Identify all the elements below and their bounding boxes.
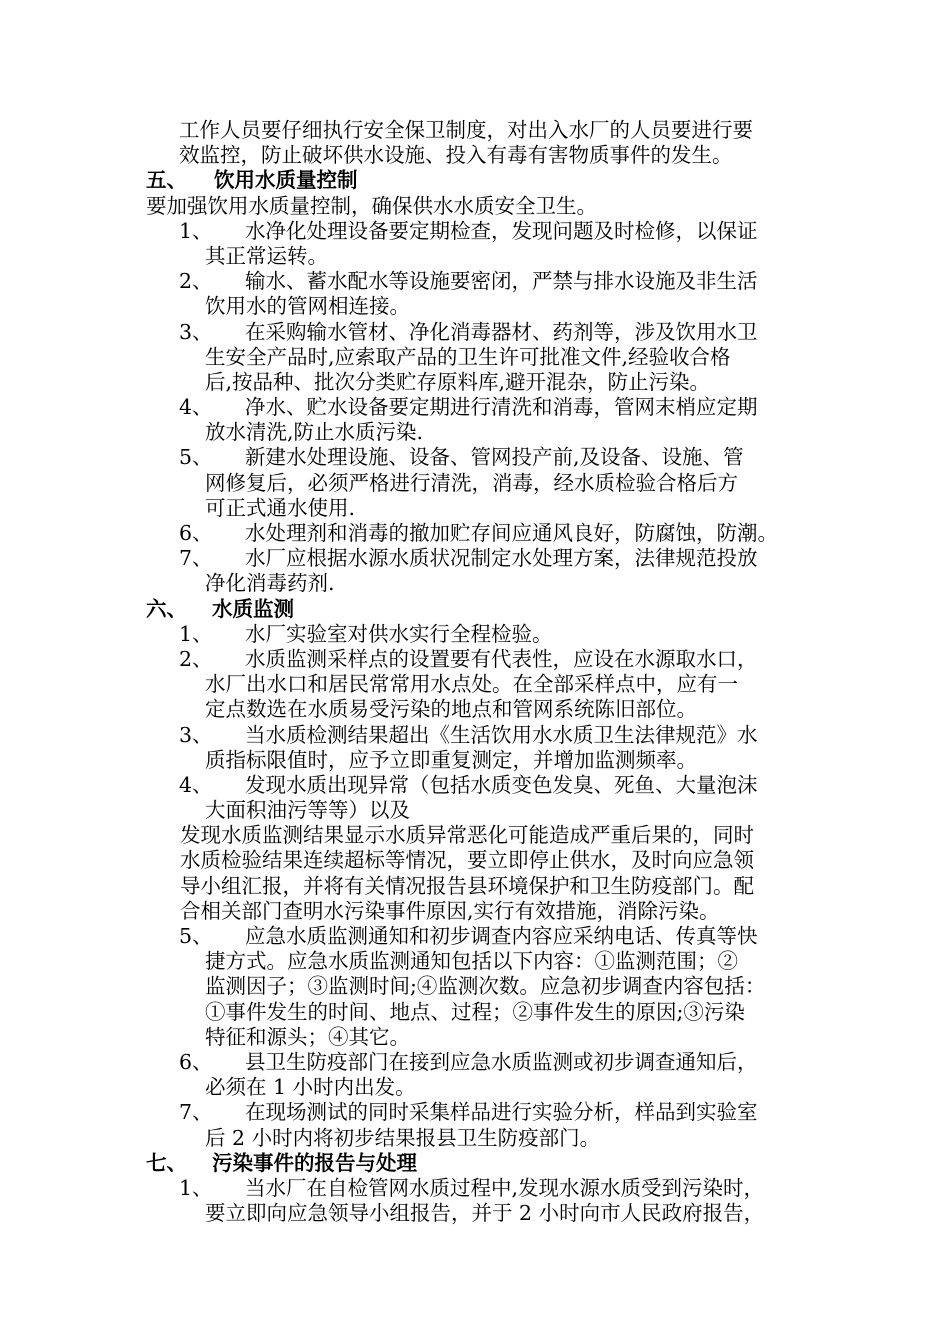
item-text: ①事件发生的时间、地点、过程；②事件发生的原因;③污染 [205,999,745,1024]
item-text: 输水、蓄水配水等设施要密闭，严禁与排水设施及非生活 [245,269,758,294]
section-number: 六、 [146,596,187,621]
item-number: 1、 [179,218,213,243]
list-item [0,1050,950,1100]
list-item [0,219,950,269]
item-text: 当水厂在自检管网水质过程中,发现水源水质受到污染时， [245,1175,765,1200]
list-item [0,320,950,396]
section-title: 水质监测 [212,596,294,621]
item-text: 净化消毒药剂. [205,571,335,596]
list-item [0,445,950,521]
item-number: 2、 [179,269,213,294]
item-number: 3、 [179,722,213,747]
section-title: 污染事件的报告与处理 [212,1150,417,1175]
item-number: 1、 [179,1175,213,1200]
item-number: 6、 [179,521,213,545]
intro-line: 工作人员要仔细执行安全保卫制度，对出入水厂的人员要进行要 [179,118,753,142]
item-number: 5、 [179,924,213,948]
item-text: 饮用水的管网相连接。 [205,294,410,319]
intro-line: 效监控，防止破坏供水设施、投入有毒有害物质事件的发生。 [179,143,733,168]
paragraph-line: 合相关部门查明水污染事件原因,实行有效措施，消除污染。 [180,898,720,923]
item-text: 在采购输水管材、净化消毒器材、药剂等，涉及饮用水卫 [245,319,758,344]
item-number: 4、 [179,395,213,420]
section-5-heading [0,168,950,193]
item-text: 当水质检测结果超出《生活饮用水水质卫生法律规范》水 [245,722,758,747]
item-text: 后 2 小时内将初步结果报县卫生防疫部门。 [205,1125,601,1150]
list-item [0,723,950,773]
section-7-list [0,1176,950,1226]
item-number: 1、 [179,621,213,646]
item-text: 后,按品种、批次分类贮存原料库,避开混杂，防止污染。 [205,369,711,394]
list-item [0,924,950,1050]
item-text: 水厂出水口和居民常常用水点处。在全部采样点中，应有一 [205,672,738,697]
item-number: 7、 [179,1100,213,1125]
item-text: 应急水质监测通知和初步调查内容应采纳电话、传真等快 [245,924,758,948]
section-number: 五、 [146,168,187,193]
paragraph-line: 水质检验结果连续超标等情况，要立即停止供水，及时向应急领 [180,848,754,873]
item-text: 捷方式。应急水质监测通知包括以下内容：①监测范围；② [205,949,738,974]
section-6-heading [0,597,950,622]
item-text: 网修复后，必须严格进行清洗，消毒，经水质检验合格后方 [205,470,738,495]
intro-paragraph [0,118,950,168]
section-5-intro: 要加强饮用水质量控制，确保供水水质安全卫生。 [146,193,597,218]
list-item [0,269,950,319]
item-number: 5、 [179,445,213,470]
item-text: 监测因子；③监测时间;④监测次数。应急初步调查内容包括： [205,974,766,999]
document-page [0,118,950,1226]
item-text: 新建水处理设施、设备、管网投产前,及设备、设施、管 [245,445,744,470]
list-item [0,1176,950,1226]
section-6-list [0,622,950,824]
item-number: 2、 [179,646,213,671]
list-item [0,546,950,596]
item-text: 要立即向应急领导小组报告，并于 2 小时向市人民政府报告， [205,1201,765,1226]
item-text: 必须在 1 小时内出发。 [205,1075,416,1100]
item-text: 县卫生防疫部门在接到应急水质监测或初步调查通知后， [245,1049,758,1074]
item-text: 在现场测试的同时采集样品进行实验分析，样品到实验室 [245,1100,758,1125]
section-title: 饮用水质量控制 [214,168,358,193]
item-text: 水处理剂和消毒的撤加贮存间应通风良好，防腐蚀，防潮。 [245,521,778,545]
item-number: 3、 [179,319,213,344]
item-text: 其正常运转。 [205,243,328,268]
list-item [0,395,950,445]
list-item [0,622,950,647]
item-text: 发现水质出现异常（包括水质变色发臭、死鱼、大量泡沫 [245,772,758,797]
item-text: 水质监测采样点的设置要有代表性，应设在水源取水口， [245,646,758,671]
item-text: 特征和源头；④其它。 [205,1024,410,1049]
item-text: 放水清洗,防止水质污染. [205,420,424,445]
item-text: 水厂实验室对供水实行全程检验。 [245,621,553,646]
item-text: 水厂应根据水源水质状况制定水处理方案，法律规范投放 [245,546,758,571]
item-text: 定点数选在水质易受污染的地点和管网系统陈旧部位。 [205,697,697,722]
item-number: 4、 [179,772,213,797]
section-7-heading [0,1151,950,1176]
item-text: 大面积油污等等）以及 [205,798,410,823]
section-6-list-continued [0,924,950,1151]
section-6-continuation [0,823,950,924]
list-item [0,647,950,723]
item-number: 6、 [179,1049,213,1074]
list-item [0,521,950,546]
section-5-list [0,219,950,597]
paragraph-line: 发现水质监测结果显示水质异常恶化可能造成严重后果的，同时 [180,823,754,848]
section-number: 七、 [146,1150,187,1175]
paragraph-line: 导小组汇报，并将有关情况报告县环境保护和卫生防疫部门。配 [180,873,754,898]
item-text: 净水、贮水设备要定期进行清洗和消毒，管网末梢应定期 [245,395,758,420]
list-item [0,1100,950,1150]
item-number: 7、 [179,546,213,571]
item-text: 可正式通水使用. [205,495,356,520]
item-text: 生安全产品时,应索取产品的卫生许可批准文件,经验收合格 [205,344,731,369]
item-text: 质指标限值时，应予立即重复测定，并增加监测频率。 [205,747,697,772]
item-text: 水净化处理设备要定期检查，发现问题及时检修，以保证 [245,218,758,243]
list-item [0,773,950,823]
